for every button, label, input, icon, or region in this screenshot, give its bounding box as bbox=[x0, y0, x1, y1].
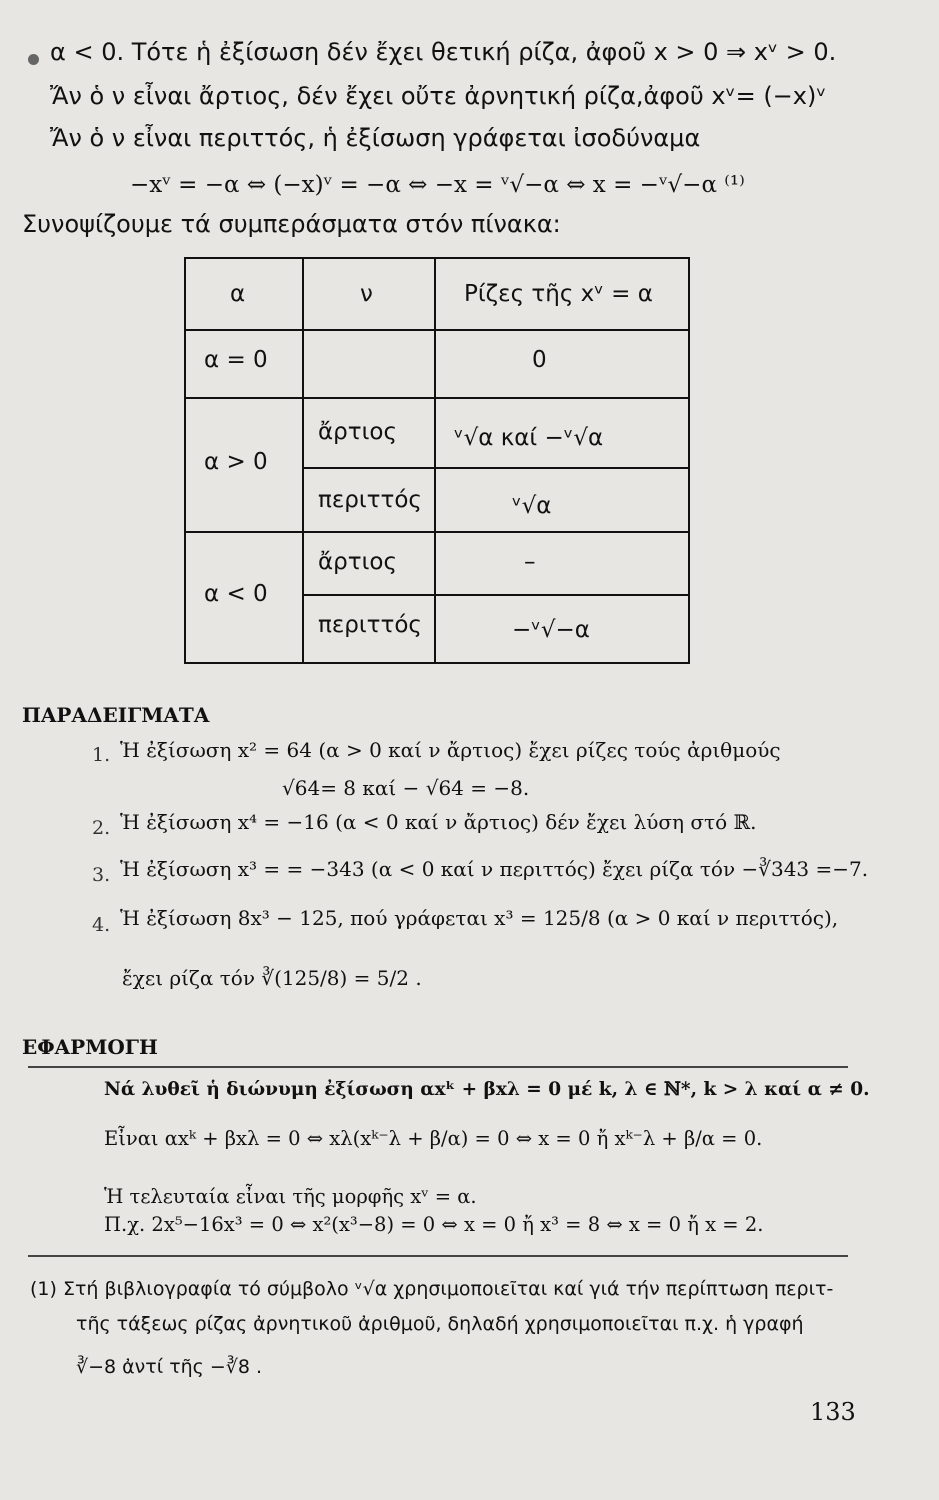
example-4-text: Ἡ ἐξίσωση 8x³ − 125, πού γράφεται x³ = 125/8 (α > 0 καί ν περιττός), bbox=[120, 906, 839, 930]
root-zero: 0 bbox=[532, 347, 547, 373]
alpha-negative: α < 0 bbox=[204, 581, 268, 607]
examples-heading: ΠΑΡΑΔΕΙΓΜΑΤΑ bbox=[22, 703, 210, 727]
footnote-line-1: (1) Στή βιβλιογραφία τό σύμβολο ᵛ√α χρησιμοποιεῖται καί γιά τήν περίπτωση περιτ- bbox=[30, 1278, 834, 1300]
intro-equation: −xᵛ = −α ⇔ (−x)ᵛ = −α ⇔ −x = ᵛ√−α ⇔ x = −ᵛ√−α ⁽¹⁾ bbox=[130, 172, 745, 198]
header-alpha: α bbox=[230, 281, 246, 307]
application-line-1: Εἶναι αxᵏ + βxλ = 0 ⇔ xλ(xᵏ⁻λ + β/α) = 0 ⇔ x = 0 ἤ xᵏ⁻λ + β/α = 0. bbox=[104, 1127, 763, 1150]
application-title: Νά λυθεῖ ἡ διώνυμη ἐξίσωση αxᵏ + βxλ = 0 μέ k, λ ∈ ℕ*, k > λ καί α ≠ 0. bbox=[104, 1079, 870, 1100]
page-number: 133 bbox=[810, 1398, 856, 1426]
example-3-number: 3. bbox=[92, 864, 111, 886]
header-roots: Ρίζες τῆς xᵛ = α bbox=[464, 281, 653, 307]
root-odd-negative: −ᵛ√−α bbox=[512, 617, 590, 643]
roots-table bbox=[184, 257, 690, 664]
application-rule-top bbox=[28, 1066, 848, 1068]
header-nu: ν bbox=[360, 281, 373, 307]
footnote-line-2: τῆς τάξεως ρίζας ἀρνητικοῦ ἀριθμοῦ, δηλαδή χρησιμοποιεῖται π.χ. ἡ γραφή bbox=[76, 1313, 804, 1335]
example-1-cont: √64= 8 καί − √64 = −8. bbox=[282, 776, 530, 800]
alpha-zero: α = 0 bbox=[204, 347, 268, 373]
example-2-text: Ἡ ἐξίσωση x⁴ = −16 (α < 0 καί ν ἄρτιος) δέν ἔχει λύση στό ℝ. bbox=[120, 810, 757, 834]
example-3-text: Ἡ ἐξίσωση x³ = = −343 (α < 0 καί ν περιττός) ἔχει ρίζα τόν −∛343 =−7. bbox=[120, 857, 869, 881]
margin-dot bbox=[28, 54, 39, 65]
application-line-2: Ἡ τελευταία εἶναι τῆς μορφῆς xᵛ = α. bbox=[104, 1185, 477, 1208]
example-1-number: 1. bbox=[92, 744, 111, 766]
example-4-number: 4. bbox=[92, 914, 111, 936]
example-4-cont: ἔχει ρίζα τόν ∛(125/8) = 5/2 . bbox=[122, 966, 422, 990]
summary-text: Συνοψίζουμε τά συμπεράσματα στόν πίνακα: bbox=[22, 210, 561, 238]
nu-even-negative: ἄρτιος bbox=[318, 549, 397, 575]
application-heading: ΕΦΑΡΜΟΓΗ bbox=[22, 1035, 158, 1059]
intro-line-2: Ἄν ὁ ν εἶναι ἄρτιος, δέν ἔχει οὔτε ἀρνητική ρίζα,ἀφοῦ xᵛ= (−x)ᵛ bbox=[50, 82, 827, 110]
root-even-negative: – bbox=[524, 549, 536, 575]
application-rule-bottom bbox=[28, 1255, 848, 1257]
root-odd-positive: ᵛ√α bbox=[512, 493, 552, 519]
nu-even-positive: ἄρτιος bbox=[318, 419, 397, 445]
intro-line-1: α < 0. Τότε ἡ ἐξίσωση δέν ἔχει θετική ρίζα, ἀφοῦ x > 0 ⇒ xᵛ > 0. bbox=[50, 38, 837, 66]
root-even-positive: ᵛ√α καί −ᵛ√α bbox=[454, 425, 604, 451]
example-1-text: Ἡ ἐξίσωση x² = 64 (α > 0 καί ν ἄρτιος) ἔχει ρίζες τούς ἀριθμούς bbox=[120, 738, 781, 762]
intro-line-3: Ἄν ὁ ν εἶναι περιττός, ἡ ἐξίσωση γράφεται ἰσοδύναμα bbox=[50, 124, 701, 152]
alpha-positive: α > 0 bbox=[204, 449, 268, 475]
footnote-line-3: ∛−8 ἀντί τῆς −∛8 . bbox=[76, 1356, 263, 1378]
application-line-3: Π.χ. 2x⁵−16x³ = 0 ⇔ x²(x³−8) = 0 ⇔ x = 0 ἤ x³ = 8 ⇔ x = 0 ἤ x = 2. bbox=[104, 1213, 764, 1236]
nu-odd-negative: περιττός bbox=[318, 612, 422, 638]
example-2-number: 2. bbox=[92, 817, 111, 839]
nu-odd-positive: περιττός bbox=[318, 487, 422, 513]
